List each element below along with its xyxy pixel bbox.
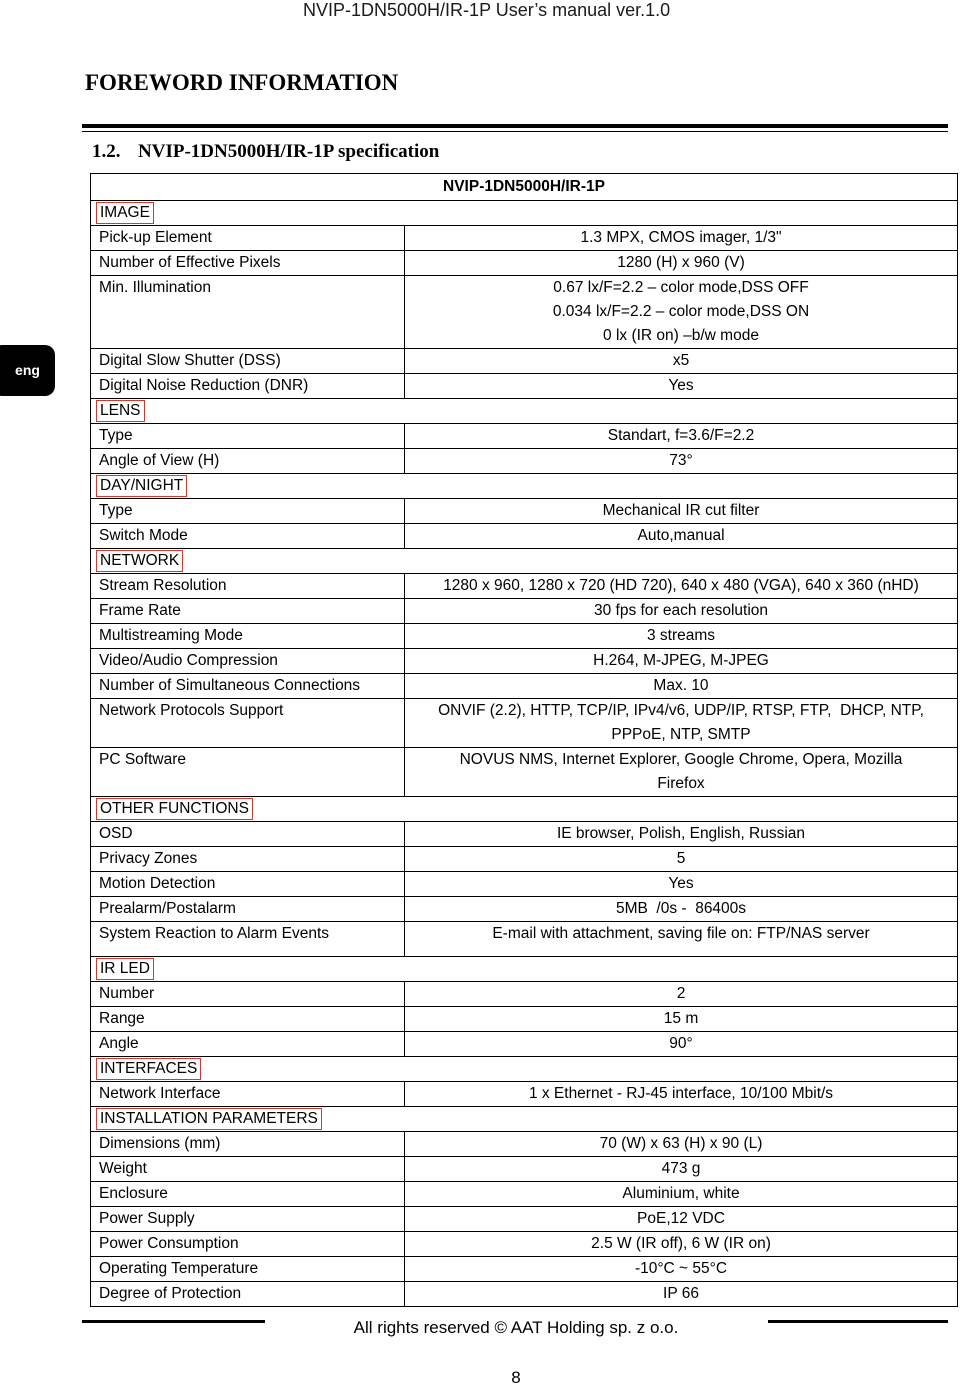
spec-label: Angle bbox=[91, 1032, 405, 1056]
spec-value-line: H.264, M-JPEG, M-JPEG bbox=[593, 652, 769, 669]
spec-row-power-supply bbox=[91, 1206, 957, 1231]
spec-value bbox=[405, 1182, 957, 1206]
spec-label: Number of Simultaneous Connections bbox=[91, 674, 405, 698]
section-interfaces bbox=[91, 1056, 957, 1081]
spec-value bbox=[405, 276, 957, 348]
spec-row-dnr bbox=[91, 373, 957, 398]
spec-value bbox=[405, 982, 957, 1006]
spec-label: Weight bbox=[91, 1157, 405, 1181]
specification-table bbox=[90, 173, 958, 1307]
page-number: 8 bbox=[511, 1368, 521, 1387]
spec-value bbox=[405, 1207, 957, 1231]
spec-row-alarm-reaction bbox=[91, 921, 957, 956]
spec-row-frame-rate bbox=[91, 598, 957, 623]
spec-value-line: IE browser, Polish, English, Russian bbox=[556, 825, 806, 842]
spec-row-ir-number bbox=[91, 981, 957, 1006]
spec-row-simultaneous-connections bbox=[91, 673, 957, 698]
section-lens bbox=[91, 398, 957, 423]
spec-value-line: 30 fps for each resolution bbox=[593, 602, 769, 619]
spec-value-line: IP 66 bbox=[663, 1285, 699, 1302]
spec-row-effective-pixels bbox=[91, 250, 957, 275]
running-header: NVIP-1DN5000H/IR-1P User’s manual ver.1.0 bbox=[303, 0, 671, 20]
spec-value bbox=[405, 449, 957, 473]
spec-label: Angle of View (H) bbox=[91, 449, 405, 473]
footer-divider-left bbox=[82, 1320, 265, 1323]
spec-value bbox=[405, 1232, 957, 1256]
spec-value-line: x5 bbox=[672, 352, 690, 369]
spec-row-network-interface bbox=[91, 1081, 957, 1106]
spec-value-line: PPPoE, NTP, SMTP bbox=[611, 726, 751, 743]
spec-value-line: 1.3 MPX, CMOS imager, 1/3" bbox=[580, 229, 782, 246]
spec-row-switch-mode bbox=[91, 523, 957, 548]
spec-row-power-consumption bbox=[91, 1231, 957, 1256]
spec-value bbox=[405, 897, 957, 921]
spec-label: OSD bbox=[91, 822, 405, 846]
section-label: LENS bbox=[96, 400, 145, 422]
spec-value-line: Standart, f=3.6/F=2.2 bbox=[607, 427, 755, 444]
spec-label: Degree of Protection bbox=[91, 1282, 405, 1306]
spec-row-enclosure bbox=[91, 1181, 957, 1206]
spec-value-line: 3 streams bbox=[646, 627, 716, 644]
spec-value bbox=[405, 847, 957, 871]
spec-label: Prealarm/Postalarm bbox=[91, 897, 405, 921]
spec-row-prealarm-postalarm bbox=[91, 896, 957, 921]
spec-row-degree-of-protection bbox=[91, 1281, 957, 1306]
spec-row-dss bbox=[91, 348, 957, 373]
spec-value-line: Max. 10 bbox=[653, 677, 709, 694]
subsection-title: NVIP-1DN5000H/IR-1P specification bbox=[138, 141, 440, 162]
spec-value-line: 2 bbox=[676, 985, 686, 1002]
spec-label: Min. Illumination bbox=[91, 276, 405, 348]
spec-value-line: NOVUS NMS, Internet Explorer, Google Chrome, Opera, Mozilla bbox=[459, 751, 903, 768]
spec-label: Range bbox=[91, 1007, 405, 1031]
spec-value bbox=[405, 822, 957, 846]
spec-value-line: 2.5 W (IR off), 6 W (IR on) bbox=[591, 1235, 771, 1252]
spec-value-line: PoE,12 VDC bbox=[637, 1210, 725, 1227]
spec-value bbox=[405, 1032, 957, 1056]
spec-label: Stream Resolution bbox=[91, 574, 405, 598]
spec-label: Privacy Zones bbox=[91, 847, 405, 871]
spec-value-line: Firefox bbox=[657, 775, 705, 792]
spec-row-weight bbox=[91, 1156, 957, 1181]
language-tab: eng bbox=[0, 345, 55, 396]
spec-value-line: Yes bbox=[668, 377, 694, 394]
spec-value bbox=[405, 524, 957, 548]
spec-value-line: 1280 x 960, 1280 x 720 (HD 720), 640 x 480 (VGA), 640 x 360 (nHD) bbox=[443, 577, 919, 594]
model-name: NVIP-1DN5000H/IR-1P bbox=[443, 178, 605, 195]
spec-label: Digital Noise Reduction (DNR) bbox=[91, 374, 405, 398]
spec-value bbox=[405, 649, 957, 673]
spec-value bbox=[405, 1132, 957, 1156]
spec-row-compression bbox=[91, 648, 957, 673]
spec-value bbox=[405, 1257, 957, 1281]
spec-value bbox=[405, 499, 957, 523]
spec-value-line: ONVIF (2.2), HTTP, TCP/IP, IPv4/v6, UDP/IP, RTSP, FTP, DHCP, NTP, bbox=[438, 702, 924, 719]
spec-value bbox=[405, 674, 957, 698]
spec-label: Operating Temperature bbox=[91, 1257, 405, 1281]
spec-value-line: 15 m bbox=[663, 1010, 699, 1027]
spec-label: Multistreaming Mode bbox=[91, 624, 405, 648]
section-label: OTHER FUNCTIONS bbox=[96, 798, 253, 820]
spec-label: Motion Detection bbox=[91, 872, 405, 896]
spec-label: Number bbox=[91, 982, 405, 1006]
section-label: INTERFACES bbox=[96, 1058, 201, 1080]
spec-value-line: 5MB /0s - 86400s bbox=[615, 900, 747, 917]
spec-label: Network Protocols Support bbox=[91, 699, 405, 747]
footer-divider-right bbox=[768, 1320, 948, 1323]
spec-label: Digital Slow Shutter (DSS) bbox=[91, 349, 405, 373]
spec-row-pick-up-element bbox=[91, 225, 957, 250]
spec-value-line: 90° bbox=[669, 1035, 693, 1052]
spec-label: Power Supply bbox=[91, 1207, 405, 1231]
spec-value bbox=[405, 574, 957, 598]
spec-value bbox=[405, 922, 957, 956]
spec-value-line: 1 x Ethernet - RJ-45 interface, 10/100 Mbit/s bbox=[528, 1085, 834, 1102]
spec-row-osd bbox=[91, 821, 957, 846]
spec-value bbox=[405, 1082, 957, 1106]
spec-value bbox=[405, 1157, 957, 1181]
spec-value-line: 1280 (H) x 960 (V) bbox=[617, 254, 745, 271]
spec-row-angle-of-view bbox=[91, 448, 957, 473]
spec-value bbox=[405, 1007, 957, 1031]
spec-label: Switch Mode bbox=[91, 524, 405, 548]
spec-value bbox=[405, 872, 957, 896]
table-header-row bbox=[91, 174, 957, 200]
spec-value bbox=[405, 699, 957, 747]
spec-label: Dimensions (mm) bbox=[91, 1132, 405, 1156]
section-other-functions bbox=[91, 796, 957, 821]
spec-value-line: 473 g bbox=[661, 1160, 701, 1177]
spec-value-line: Mechanical IR cut filter bbox=[602, 502, 760, 519]
section-ir-led bbox=[91, 956, 957, 981]
section-network bbox=[91, 548, 957, 573]
spec-row-ir-range bbox=[91, 1006, 957, 1031]
spec-row-ir-angle bbox=[91, 1031, 957, 1056]
spec-value-line: 0.034 lx/F=2.2 – color mode,DSS ON bbox=[552, 303, 810, 320]
spec-label: System Reaction to Alarm Events bbox=[91, 922, 405, 956]
section-label: IR LED bbox=[96, 958, 154, 980]
spec-value bbox=[405, 374, 957, 398]
spec-value bbox=[405, 424, 957, 448]
title-divider bbox=[82, 124, 948, 132]
spec-row-privacy-zones bbox=[91, 846, 957, 871]
section-day-night bbox=[91, 473, 957, 498]
spec-row-stream-resolution bbox=[91, 573, 957, 598]
spec-label: Enclosure bbox=[91, 1182, 405, 1206]
spec-value bbox=[405, 1282, 957, 1306]
spec-value bbox=[405, 748, 957, 796]
spec-label: Network Interface bbox=[91, 1082, 405, 1106]
spec-row-day-night-type bbox=[91, 498, 957, 523]
spec-value-line: Yes bbox=[668, 875, 694, 892]
spec-value-line: E-mail with attachment, saving file on: FTP/NAS server bbox=[492, 925, 870, 942]
spec-value bbox=[405, 251, 957, 275]
spec-value-line: Auto,manual bbox=[637, 527, 725, 544]
spec-value-line: 0.67 lx/F=2.2 – color mode,DSS OFF bbox=[553, 279, 809, 296]
spec-label: PC Software bbox=[91, 748, 405, 796]
section-label: IMAGE bbox=[96, 202, 154, 224]
spec-row-operating-temperature bbox=[91, 1256, 957, 1281]
spec-label: Type bbox=[91, 424, 405, 448]
spec-value-line: 0 lx (IR on) –b/w mode bbox=[603, 327, 759, 344]
spec-value-line: 73° bbox=[669, 452, 693, 469]
spec-value-line: 70 (W) x 63 (H) x 90 (L) bbox=[599, 1135, 763, 1152]
spec-label: Power Consumption bbox=[91, 1232, 405, 1256]
spec-label: Frame Rate bbox=[91, 599, 405, 623]
spec-row-multistreaming bbox=[91, 623, 957, 648]
spec-row-min-illumination bbox=[91, 275, 957, 348]
spec-label: Number of Effective Pixels bbox=[91, 251, 405, 275]
spec-value bbox=[405, 349, 957, 373]
spec-value-line: Aluminium, white bbox=[622, 1185, 740, 1202]
spec-label: Pick-up Element bbox=[91, 226, 405, 250]
spec-value bbox=[405, 599, 957, 623]
spec-row-motion-detection bbox=[91, 871, 957, 896]
spec-value bbox=[405, 226, 957, 250]
spec-value-line: 5 bbox=[676, 850, 686, 867]
spec-row-lens-type bbox=[91, 423, 957, 448]
chapter-title: FOREWORD INFORMATION bbox=[85, 70, 399, 95]
section-label: DAY/NIGHT bbox=[96, 475, 187, 497]
spec-row-pc-software bbox=[91, 747, 957, 796]
copyright-notice: All rights reserved © AAT Holding sp. z o.o. bbox=[353, 1318, 679, 1337]
section-installation-parameters bbox=[91, 1106, 957, 1131]
spec-row-network-protocols bbox=[91, 698, 957, 747]
section-image bbox=[91, 200, 957, 225]
spec-value-line: -10°C ~ 55°C bbox=[634, 1260, 728, 1277]
section-label: NETWORK bbox=[96, 550, 183, 572]
spec-value bbox=[405, 624, 957, 648]
section-label: INSTALLATION PARAMETERS bbox=[96, 1108, 322, 1130]
spec-row-dimensions bbox=[91, 1131, 957, 1156]
spec-label: Type bbox=[91, 499, 405, 523]
subsection-number: 1.2. bbox=[92, 141, 121, 162]
spec-label: Video/Audio Compression bbox=[91, 649, 405, 673]
